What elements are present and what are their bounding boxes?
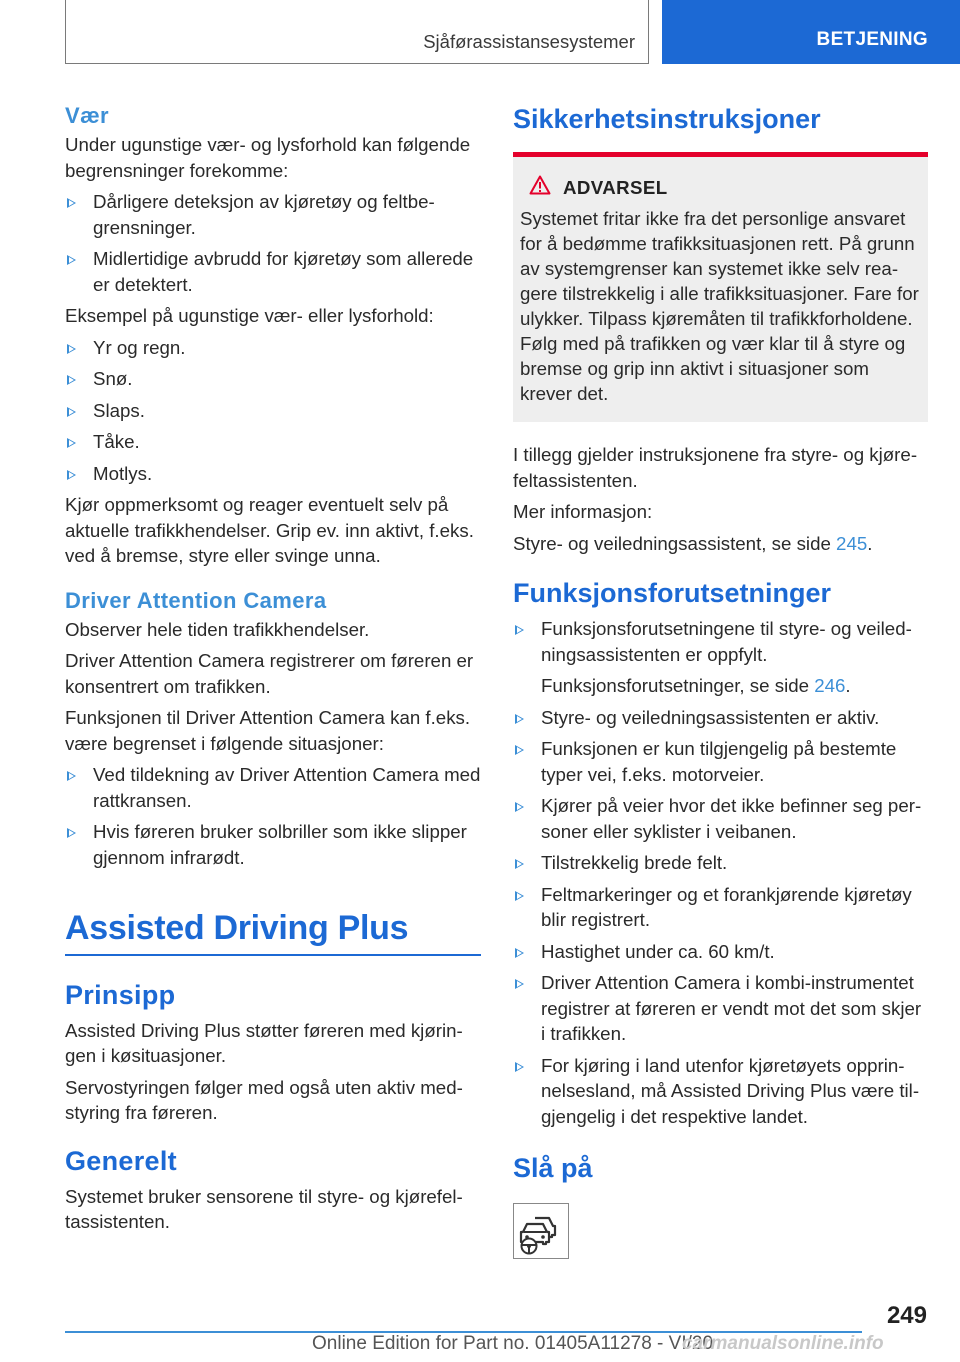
bullet-triangle-icon — [515, 625, 524, 635]
page-link-246[interactable]: 246 — [814, 675, 846, 696]
more-info-label: Mer informasjon: — [513, 501, 653, 522]
camera-paragraph-2: Driver Attention Camera registrerer om føreren er konsentrert om trafikken. — [65, 650, 474, 697]
bullet-triangle-icon — [67, 407, 76, 417]
bullet-triangle-icon — [515, 948, 524, 958]
list-item: Motlys. — [65, 461, 481, 487]
header-chapter-label: BETJENING — [816, 29, 928, 50]
header-chapter-tab — [662, 0, 960, 64]
bullet-triangle-icon — [67, 438, 76, 448]
list-item: Styre- og veiledningsassistenten er aktiv. — [513, 705, 928, 731]
prerequisites-list — [513, 616, 928, 1129]
bullet-triangle-icon — [67, 375, 76, 385]
bullet-triangle-icon — [67, 470, 76, 480]
prerequisites-reference: Funksjonsforutsetninger, se side 246. — [541, 675, 851, 696]
principle-heading: Prinsipp — [65, 979, 176, 1010]
list-item: Ved tildekning av Driver Attention Camera med rattkransen. — [65, 762, 481, 813]
list-item: Funksjonen er kun tilgjengelig på bestemte typer vei, f.eks. motorveier. — [513, 736, 928, 787]
weather-examples-list — [65, 335, 481, 487]
page-link-245[interactable]: 245 — [836, 532, 868, 554]
bullet-triangle-icon — [67, 255, 76, 265]
safety-heading: Sikkerhetsinstruksjoner — [513, 104, 821, 134]
list-item: Dårligere deteksjon av kjøretøy og feltbegrensninger. — [65, 189, 481, 240]
bullet-triangle-icon — [515, 859, 524, 869]
warning-title: ADVARSEL — [563, 176, 668, 198]
bullet-triangle-icon — [515, 714, 524, 724]
addition-paragraph: I tillegg gjelder instruksjonene fra styre- og kjørefeltassistenten. — [513, 444, 918, 491]
bullet-triangle-icon — [67, 198, 76, 208]
list-item: Feltmarkeringer og et forankjørende kjøretøy blir registrert. — [513, 882, 928, 933]
bullet-triangle-icon — [515, 1062, 524, 1072]
weather-limitations-list — [65, 189, 481, 297]
bullet-triangle-icon — [67, 344, 76, 354]
list-item: Funksjonsforutsetningene til styre- og veiledningsassistenten er oppfylt. Funksjonsforutsetninger, se side 246. — [513, 616, 928, 699]
bullet-triangle-icon — [515, 979, 524, 989]
weather-advice: Kjør oppmerksomt og reager eventuelt selv på aktuelle trafikkhendelser. Grip ev. inn aktivt, f.eks. ved å bremse, styre eller svinge unna. — [65, 494, 474, 566]
list-item: Yr og regn. — [65, 335, 481, 361]
bullet-triangle-icon — [515, 802, 524, 812]
list-item: For kjøring i land utenfor kjøretøyets opprinnelsesland, må Assisted Driving Plus være tilgjengelig i det respektive landet. — [513, 1053, 928, 1130]
header-section-title: Sjåførassistansesystemer — [423, 31, 635, 52]
bullet-triangle-icon — [515, 891, 524, 901]
warning-box — [513, 157, 928, 422]
bullet-triangle-icon — [515, 745, 524, 755]
list-item: Snø. — [65, 366, 481, 392]
camera-limitations-list — [65, 762, 481, 870]
warning-title-row — [520, 175, 920, 200]
bullet-triangle-icon — [67, 771, 76, 781]
list-item: Kjører på veier hvor det ikke befinner seg personer eller syklister i veibanen. — [513, 793, 928, 844]
prerequisites-heading: Funksjonsforutsetninger — [513, 578, 832, 608]
list-item: Slaps. — [65, 398, 481, 424]
assisted-driving-button-icon — [513, 1203, 569, 1259]
footer-edition: Online Edition for Part no. 01405A11278 - VI/20 — [312, 1333, 714, 1354]
list-item: Midlertidige avbrudd for kjøretøy som allerede er detektert. — [65, 246, 481, 297]
weather-example-intro: Eksempel på ugunstige vær- eller lysforhold: — [65, 305, 434, 326]
camera-heading: Driver Attention Camera — [65, 587, 327, 613]
steering-assistant-reference: Styre- og veiledningsassistent, se side 245. — [513, 532, 873, 554]
principle-paragraph-1: Assisted Driving Plus støtter føreren med kjøringen i køsituasjoner. — [65, 1019, 463, 1066]
chapter-title-rule — [65, 954, 481, 956]
page-number: 249 — [886, 1302, 927, 1329]
warning-text: Systemet fritar ikke fra det personlige ansvaret for å bedømme trafikksituasjonen rett. På grunn av systemgrenser kan systemet ikke selv reagere tilstrekkelig i alle trafikksituasjoner. Fare for ulykker. Tilpass kjøremåten til trafikkforholdene. Følg med på trafikken og vær klar til å styre og bremse og grip inn aktivt i situasjoner som krever det. — [520, 208, 919, 404]
list-item: Driver Attention Camera i kombi-instrumentet registrer at føreren er vendt mot det som skjer i trafikken. — [513, 970, 928, 1047]
general-paragraph: Systemet bruker sensorene til styre- og kjørefeltassistenten. — [65, 1185, 463, 1232]
principle-paragraph-2: Servostyringen følger med også uten aktiv medstyring fra føreren. — [65, 1076, 463, 1123]
camera-paragraph-1: Observer hele tiden trafikkhendelser. — [65, 618, 370, 640]
right-column — [513, 102, 928, 1259]
left-column — [65, 102, 481, 1241]
list-item: Hvis føreren bruker solbriller som ikke slipper gjennom infrarødt. — [65, 819, 481, 870]
bullet-triangle-icon — [67, 828, 76, 838]
chapter-title: Assisted Driving Plus — [65, 909, 409, 947]
switch-on-heading: Slå på — [513, 1153, 593, 1183]
general-heading: Generelt — [65, 1145, 177, 1176]
list-item: Tilstrekkelig brede felt. — [513, 850, 928, 876]
camera-paragraph-3: Funksjonen til Driver Attention Camera kan f.eks. være begrenset i følgende situasjoner: — [65, 707, 471, 754]
weather-intro: Under ugunstige vær- og lysforhold kan følgende begrensninger forekomme: — [65, 134, 471, 181]
list-item: Hastighet under ca. 60 km/t. — [513, 939, 928, 965]
list-item: Tåke. — [65, 429, 481, 455]
warning-triangle-icon — [529, 175, 551, 200]
weather-heading: Vær — [65, 103, 109, 128]
footer-watermark: carmanualsonline.info — [682, 1333, 884, 1354]
